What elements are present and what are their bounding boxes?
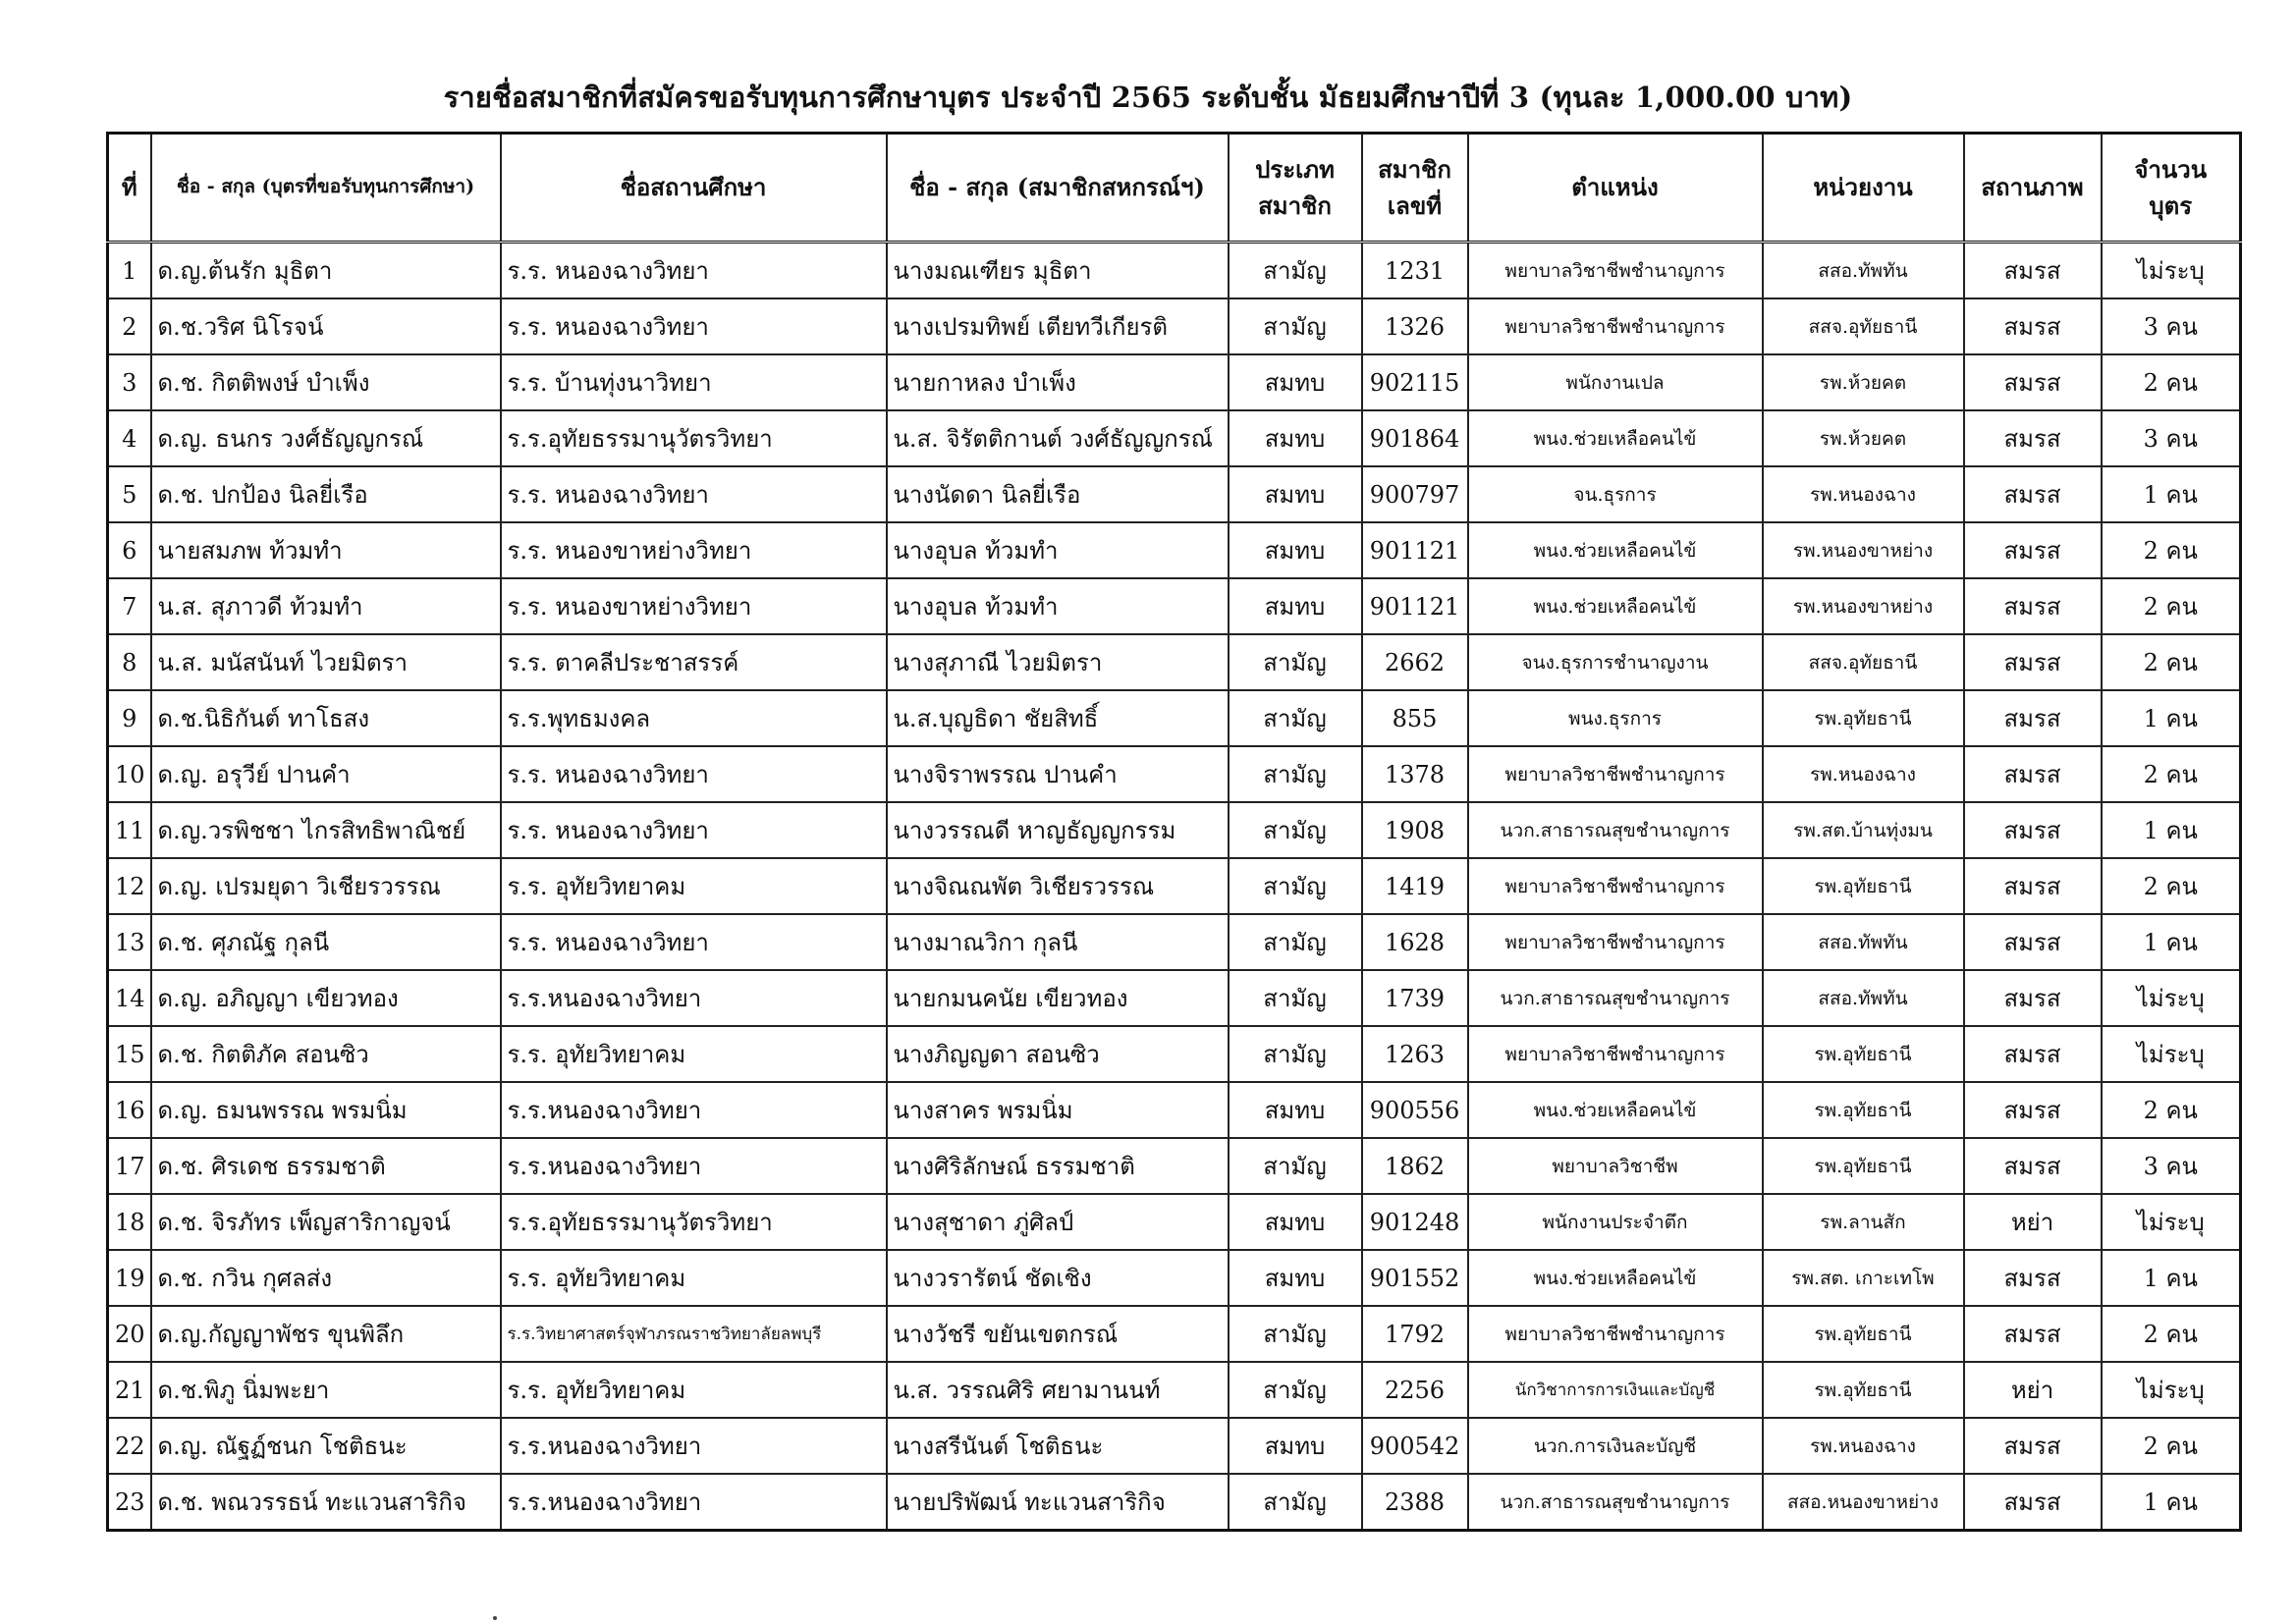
cell-member-no: 2662 — [1362, 634, 1468, 690]
cell-member-type: สามัญ — [1229, 970, 1362, 1026]
cell-unit: สสอ.ทัพทัน — [1763, 243, 1964, 299]
cell-no: 22 — [108, 1418, 151, 1474]
cell-position: พนง.ช่วยเหลือคนไข้ — [1468, 1250, 1763, 1306]
cell-position: พนง.ช่วยเหลือคนไข้ — [1468, 1082, 1763, 1138]
cell-member-no: 2256 — [1362, 1362, 1468, 1418]
cell-member-no: 1908 — [1362, 802, 1468, 858]
cell-status: สมรส — [1964, 1250, 2102, 1306]
cell-no: 6 — [108, 522, 151, 578]
cell-child-name: ด.ช. ศุภณัฐ กุลนี — [151, 914, 501, 970]
cell-member-no: 901248 — [1362, 1194, 1468, 1250]
cell-children: 1 คน — [2102, 1250, 2241, 1306]
cell-member-name: น.ส. จิรัตติกานต์ วงศ์ธัญญกรณ์ — [887, 410, 1229, 466]
cell-member-type: สมทบ — [1229, 466, 1362, 522]
table-header — [108, 134, 2241, 243]
header-member-type-line2: สมาชิก — [1258, 191, 1332, 220]
cell-member-type: สมทบ — [1229, 410, 1362, 466]
cell-school: ร.ร. หนองฉางวิทยา — [501, 298, 887, 354]
cell-member-type: สมทบ — [1229, 1418, 1362, 1474]
table-row — [108, 970, 2241, 1026]
cell-child-name: นายสมภพ ท้วมทำ — [151, 522, 501, 578]
cell-child-name: ด.ญ. ณัฐฏ์ชนก โชติธนะ — [151, 1418, 501, 1474]
cell-status: สมรส — [1964, 858, 2102, 914]
cell-unit: รพ.อุทัยธานี — [1763, 1362, 1964, 1418]
cell-member-name: นางมณเฑียร มุธิตา — [887, 243, 1229, 299]
table-row — [108, 634, 2241, 690]
cell-unit: รพ.สต.บ้านทุ่งมน — [1763, 802, 1964, 858]
cell-unit: สสอ.ทัพทัน — [1763, 970, 1964, 1026]
cell-position: นวก.สาธารณสุขชำนาญการ — [1468, 970, 1763, 1026]
cell-member-type: สามัญ — [1229, 634, 1362, 690]
cell-unit: รพ.หนองขาหย่าง — [1763, 578, 1964, 634]
cell-no: 8 — [108, 634, 151, 690]
cell-children: 2 คน — [2102, 858, 2241, 914]
cell-child-name: ด.ช. พณวรรธน์ ทะแวนสาริกิจ — [151, 1474, 501, 1531]
cell-children: 2 คน — [2102, 634, 2241, 690]
table-row — [108, 1306, 2241, 1362]
header-no: ที่ — [108, 134, 151, 243]
cell-member-type: สามัญ — [1229, 746, 1362, 802]
cell-member-name: นางสุชาดา ภู่ศิลป์ — [887, 1194, 1229, 1250]
cell-member-type: สามัญ — [1229, 1306, 1362, 1362]
cell-position: พนง.ช่วยเหลือคนไข้ — [1468, 522, 1763, 578]
cell-status: สมรส — [1964, 802, 2102, 858]
cell-member-name: นายกมนคนัย เขียวทอง — [887, 970, 1229, 1026]
cell-member-type: สามัญ — [1229, 243, 1362, 299]
cell-children: 3 คน — [2102, 298, 2241, 354]
cell-no: 5 — [108, 466, 151, 522]
cell-children: 2 คน — [2102, 1082, 2241, 1138]
cell-no: 23 — [108, 1474, 151, 1531]
cell-no: 4 — [108, 410, 151, 466]
cell-child-name: น.ส. สุภาวดี ท้วมทำ — [151, 578, 501, 634]
cell-status: สมรส — [1964, 634, 2102, 690]
table-row — [108, 410, 2241, 466]
cell-member-no: 901552 — [1362, 1250, 1468, 1306]
table-row — [108, 466, 2241, 522]
cell-unit: รพ.อุทัยธานี — [1763, 858, 1964, 914]
cell-no: 3 — [108, 354, 151, 410]
cell-member-type: สามัญ — [1229, 1362, 1362, 1418]
cell-unit: รพ.หนองขาหย่าง — [1763, 522, 1964, 578]
cell-status: สมรส — [1964, 970, 2102, 1026]
cell-position: พนักงานเปล — [1468, 354, 1763, 410]
cell-status: สมรส — [1964, 298, 2102, 354]
cell-member-type: สมทบ — [1229, 1082, 1362, 1138]
cell-no: 15 — [108, 1026, 151, 1082]
cell-school: ร.ร. หนองฉางวิทยา — [501, 466, 887, 522]
cell-status: หย่า — [1964, 1362, 2102, 1418]
cell-school: ร.ร.อุทัยธรรมานุวัตรวิทยา — [501, 410, 887, 466]
cell-status: สมรส — [1964, 1082, 2102, 1138]
cell-member-name: นางสุภาณี ไวยมิตรา — [887, 634, 1229, 690]
cell-member-type: สมทบ — [1229, 354, 1362, 410]
cell-child-name: ด.ช. จิรภัทร เพ็ญสาริกาญจน์ — [151, 1194, 501, 1250]
cell-status: สมรส — [1964, 1418, 2102, 1474]
cell-child-name: น.ส. มนัสนันท์ ไวยมิตรา — [151, 634, 501, 690]
cell-children: ไม่ระบุ — [2102, 970, 2241, 1026]
cell-school: ร.ร.หนองฉางวิทยา — [501, 1138, 887, 1194]
header-child-name: ชื่อ - สกุล (บุตรที่ขอรับทุนการศึกษา) — [151, 134, 501, 243]
cell-no: 21 — [108, 1362, 151, 1418]
cell-school: ร.ร.หนองฉางวิทยา — [501, 1418, 887, 1474]
cell-status: สมรส — [1964, 410, 2102, 466]
cell-no: 20 — [108, 1306, 151, 1362]
cell-member-no: 900797 — [1362, 466, 1468, 522]
cell-children: ไม่ระบุ — [2102, 1026, 2241, 1082]
cell-member-type: สามัญ — [1229, 858, 1362, 914]
cell-status: สมรส — [1964, 354, 2102, 410]
cell-no: 16 — [108, 1082, 151, 1138]
cell-unit: สสจ.อุทัยธานี — [1763, 298, 1964, 354]
cell-member-name: นางศิริลักษณ์ ธรรมชาติ — [887, 1138, 1229, 1194]
cell-children: ไม่ระบุ — [2102, 1194, 2241, 1250]
header-children-line2: บุตร — [2149, 191, 2193, 220]
cell-position: พยาบาลวิชาชีพชำนาญการ — [1468, 914, 1763, 970]
header-member-no — [1362, 134, 1468, 243]
header-status: สถานภาพ — [1964, 134, 2102, 243]
cell-member-name: นางนัดดา นิลยี่เรือ — [887, 466, 1229, 522]
table-row — [108, 522, 2241, 578]
cell-school: ร.ร. ตาคลีประชาสรรค์ — [501, 634, 887, 690]
cell-position: พยาบาลวิชาชีพชำนาญการ — [1468, 746, 1763, 802]
cell-children: ไม่ระบุ — [2102, 243, 2241, 299]
cell-child-name: ด.ช. ศิรเดช ธรรมชาติ — [151, 1138, 501, 1194]
cell-unit: รพ.หนองฉาง — [1763, 746, 1964, 802]
cell-school: ร.ร.วิทยาศาสตร์จุฬาภรณราชวิทยาลัยลพบุรี — [501, 1306, 887, 1362]
cell-child-name: ด.ญ.ต้นรัก มุธิตา — [151, 243, 501, 299]
cell-member-type: สมทบ — [1229, 522, 1362, 578]
table-row — [108, 1362, 2241, 1418]
table-body — [108, 243, 2241, 1531]
cell-child-name: ด.ญ. ธมนพรรณ พรมนิ่ม — [151, 1082, 501, 1138]
cell-child-name: ด.ช.วริศ นิโรจน์ — [151, 298, 501, 354]
cell-no: 9 — [108, 690, 151, 746]
cell-member-name: นางสาคร พรมนิ่ม — [887, 1082, 1229, 1138]
cell-school: ร.ร. หนองฉางวิทยา — [501, 914, 887, 970]
cell-member-name: นายกาหลง บำเพ็ง — [887, 354, 1229, 410]
table-row — [108, 690, 2241, 746]
cell-position: จน.ธุรการ — [1468, 466, 1763, 522]
cell-child-name: ด.ช. กิตติภัค สอนซิว — [151, 1026, 501, 1082]
cell-position: พนง.ช่วยเหลือคนไข้ — [1468, 410, 1763, 466]
cell-unit: รพ.ลานสัก — [1763, 1194, 1964, 1250]
cell-member-no: 901121 — [1362, 522, 1468, 578]
cell-child-name: ด.ญ. อรุวีย์ ปานคำ — [151, 746, 501, 802]
cell-member-type: สามัญ — [1229, 690, 1362, 746]
cell-status: สมรส — [1964, 578, 2102, 634]
cell-position: พยาบาลวิชาชีพ — [1468, 1138, 1763, 1194]
cell-member-name: นางจิณณพัต วิเชียรวรรณ — [887, 858, 1229, 914]
cell-children: 1 คน — [2102, 690, 2241, 746]
cell-member-type: สมทบ — [1229, 578, 1362, 634]
cell-member-name: นายปริพัฒน์ ทะแวนสาริกิจ — [887, 1474, 1229, 1531]
table-row — [108, 858, 2241, 914]
cell-child-name: ด.ญ.กัญญาพัชร ขุนพิลึก — [151, 1306, 501, 1362]
header-member-type-line1: ประเภท — [1255, 154, 1335, 184]
cell-member-type: สามัญ — [1229, 1138, 1362, 1194]
cell-member-type: สามัญ — [1229, 298, 1362, 354]
cell-children: 2 คน — [2102, 578, 2241, 634]
cell-no: 12 — [108, 858, 151, 914]
cell-member-no: 901121 — [1362, 578, 1468, 634]
cell-school: ร.ร. อุทัยวิทยาคม — [501, 1026, 887, 1082]
cell-member-no: 1419 — [1362, 858, 1468, 914]
table-row — [108, 1418, 2241, 1474]
cell-member-name: นางอุบล ท้วมทำ — [887, 522, 1229, 578]
cell-position: พยาบาลวิชาชีพชำนาญการ — [1468, 858, 1763, 914]
cell-member-name: นางมาณวิกา กุลนี — [887, 914, 1229, 970]
cell-member-no: 1263 — [1362, 1026, 1468, 1082]
cell-position: พยาบาลวิชาชีพชำนาญการ — [1468, 298, 1763, 354]
cell-member-type: สมทบ — [1229, 1194, 1362, 1250]
header-member-no-line2: เลขที่ — [1387, 191, 1443, 220]
cell-school: ร.ร. หนองฉางวิทยา — [501, 802, 887, 858]
cell-no: 17 — [108, 1138, 151, 1194]
scholarship-applicants-table — [106, 132, 2242, 1532]
header-member-no-line1: สมาชิก — [1378, 154, 1451, 184]
cell-children: 2 คน — [2102, 522, 2241, 578]
table-row — [108, 914, 2241, 970]
scan-speck — [493, 1616, 497, 1620]
cell-child-name: ด.ช.พิภู นิ่มพะยา — [151, 1362, 501, 1418]
table-row — [108, 1138, 2241, 1194]
cell-children: 1 คน — [2102, 466, 2241, 522]
cell-member-no: 2388 — [1362, 1474, 1468, 1531]
cell-school: ร.ร. บ้านทุ่งนาวิทยา — [501, 354, 887, 410]
cell-member-name: น.ส. วรรณศิริ ศยามานนท์ — [887, 1362, 1229, 1418]
cell-no: 14 — [108, 970, 151, 1026]
header-children — [2102, 134, 2241, 243]
cell-school: ร.ร. หนองฉางวิทยา — [501, 746, 887, 802]
cell-member-name: นางภิญญดา สอนซิว — [887, 1026, 1229, 1082]
cell-position: จนง.ธุรการชำนาญงาน — [1468, 634, 1763, 690]
cell-status: สมรส — [1964, 914, 2102, 970]
cell-member-type: สามัญ — [1229, 1474, 1362, 1531]
cell-position: พยาบาลวิชาชีพชำนาญการ — [1468, 1026, 1763, 1082]
table-row — [108, 1250, 2241, 1306]
cell-member-no: 1792 — [1362, 1306, 1468, 1362]
cell-child-name: ด.ช. กวิน กุศลส่ง — [151, 1250, 501, 1306]
cell-child-name: ด.ญ. อภิญญา เขียวทอง — [151, 970, 501, 1026]
cell-member-name: นางจิราพรรณ ปานคำ — [887, 746, 1229, 802]
cell-position: พนง.ช่วยเหลือคนไข้ — [1468, 578, 1763, 634]
cell-member-no: 1739 — [1362, 970, 1468, 1026]
cell-member-name: นางวรารัตน์ ชัดเชิง — [887, 1250, 1229, 1306]
cell-children: 1 คน — [2102, 1474, 2241, 1531]
cell-school: ร.ร. หนองขาหย่างวิทยา — [501, 522, 887, 578]
cell-no: 13 — [108, 914, 151, 970]
cell-no: 7 — [108, 578, 151, 634]
cell-children: 2 คน — [2102, 354, 2241, 410]
cell-status: สมรส — [1964, 243, 2102, 299]
cell-children: 1 คน — [2102, 802, 2241, 858]
cell-unit: สสจ.อุทัยธานี — [1763, 634, 1964, 690]
cell-member-type: สามัญ — [1229, 802, 1362, 858]
cell-child-name: ด.ญ. ธนกร วงศ์ธัญญกรณ์ — [151, 410, 501, 466]
table-row — [108, 746, 2241, 802]
cell-unit: รพ.ห้วยคต — [1763, 410, 1964, 466]
cell-child-name: ด.ญ.วรพิชชา ไกรสิทธิพาณิชย์ — [151, 802, 501, 858]
cell-position: นวก.สาธารณสุขชำนาญการ — [1468, 1474, 1763, 1531]
cell-school: ร.ร. หนองขาหย่างวิทยา — [501, 578, 887, 634]
cell-member-name: นางวรรณดี หาญธัญญกรรม — [887, 802, 1229, 858]
cell-child-name: ด.ช. กิตติพงษ์ บำเพ็ง — [151, 354, 501, 410]
table-row — [108, 1026, 2241, 1082]
table-row — [108, 802, 2241, 858]
table-row — [108, 578, 2241, 634]
cell-unit: รพ.หนองฉาง — [1763, 466, 1964, 522]
header-children-line1: จำนวน — [2134, 154, 2208, 184]
cell-school: ร.ร. อุทัยวิทยาคม — [501, 1362, 887, 1418]
cell-no: 19 — [108, 1250, 151, 1306]
cell-member-name: นางเปรมทิพย์ เตียทวีเกียรติ — [887, 298, 1229, 354]
cell-status: สมรส — [1964, 522, 2102, 578]
cell-unit: รพ.อุทัยธานี — [1763, 1306, 1964, 1362]
cell-unit: รพ.อุทัยธานี — [1763, 690, 1964, 746]
cell-unit: รพ.อุทัยธานี — [1763, 1026, 1964, 1082]
table-row — [108, 1474, 2241, 1531]
cell-child-name: ด.ช. ปกป้อง นิลยี่เรือ — [151, 466, 501, 522]
cell-school: ร.ร. อุทัยวิทยาคม — [501, 858, 887, 914]
cell-position: พยาบาลวิชาชีพชำนาญการ — [1468, 243, 1763, 299]
cell-member-type: สมทบ — [1229, 1250, 1362, 1306]
cell-status: สมรส — [1964, 1474, 2102, 1531]
cell-status: สมรส — [1964, 1026, 2102, 1082]
cell-member-no: 900556 — [1362, 1082, 1468, 1138]
header-school: ชื่อสถานศึกษา — [501, 134, 887, 243]
cell-member-no: 901864 — [1362, 410, 1468, 466]
cell-member-type: สามัญ — [1229, 1026, 1362, 1082]
cell-unit: สสอ.หนองขาหย่าง — [1763, 1474, 1964, 1531]
header-member-type — [1229, 134, 1362, 243]
table-row — [108, 1194, 2241, 1250]
cell-member-no: 1231 — [1362, 243, 1468, 299]
header-position: ตำแหน่ง — [1468, 134, 1763, 243]
cell-member-no: 1326 — [1362, 298, 1468, 354]
cell-position: นวก.สาธารณสุขชำนาญการ — [1468, 802, 1763, 858]
cell-member-no: 1628 — [1362, 914, 1468, 970]
cell-unit: รพ.อุทัยธานี — [1763, 1138, 1964, 1194]
cell-status: สมรส — [1964, 690, 2102, 746]
cell-school: ร.ร.หนองฉางวิทยา — [501, 1474, 887, 1531]
cell-status: สมรส — [1964, 1138, 2102, 1194]
cell-children: 2 คน — [2102, 746, 2241, 802]
cell-school: ร.ร.หนองฉางวิทยา — [501, 1082, 887, 1138]
cell-no: 18 — [108, 1194, 151, 1250]
cell-member-name: นางวัชรี ขยันเขตกรณ์ — [887, 1306, 1229, 1362]
table-row — [108, 1082, 2241, 1138]
cell-member-no: 902115 — [1362, 354, 1468, 410]
cell-children: 2 คน — [2102, 1306, 2241, 1362]
cell-children: 2 คน — [2102, 1418, 2241, 1474]
cell-no: 11 — [108, 802, 151, 858]
cell-unit: รพ.ห้วยคต — [1763, 354, 1964, 410]
table-row — [108, 298, 2241, 354]
table-row — [108, 354, 2241, 410]
cell-school: ร.ร. อุทัยวิทยาคม — [501, 1250, 887, 1306]
document-title: รายชื่อสมาชิกที่สมัครขอรับทุนการศึกษาบุตร ประจำปี 2565 ระดับชั้น มัธยมศึกษาปีที่ 3 (ทุนละ 1,000.00 บาท) — [443, 81, 1853, 114]
cell-children: 1 คน — [2102, 914, 2241, 970]
cell-status: สมรส — [1964, 466, 2102, 522]
cell-child-name: ด.ช.นิธิกันต์ ทาโธสง — [151, 690, 501, 746]
header-unit: หน่วยงาน — [1763, 134, 1964, 243]
cell-member-name: นางสรีนันต์ โชติธนะ — [887, 1418, 1229, 1474]
cell-no: 1 — [108, 243, 151, 299]
header-row — [108, 134, 2241, 243]
cell-status: สมรส — [1964, 1306, 2102, 1362]
cell-school: ร.ร.พุทธมงคล — [501, 690, 887, 746]
cell-unit: สสอ.ทัพทัน — [1763, 914, 1964, 970]
cell-school: ร.ร. หนองฉางวิทยา — [501, 243, 887, 299]
cell-position: พยาบาลวิชาชีพชำนาญการ — [1468, 1306, 1763, 1362]
cell-status: หย่า — [1964, 1194, 2102, 1250]
cell-children: 3 คน — [2102, 1138, 2241, 1194]
cell-unit: รพ.หนองฉาง — [1763, 1418, 1964, 1474]
cell-child-name: ด.ญ. เปรมยุดา วิเชียรวรรณ — [151, 858, 501, 914]
cell-no: 10 — [108, 746, 151, 802]
cell-member-no: 1378 — [1362, 746, 1468, 802]
cell-member-no: 1862 — [1362, 1138, 1468, 1194]
cell-unit: รพ.สต. เกาะเทโพ — [1763, 1250, 1964, 1306]
cell-member-no: 855 — [1362, 690, 1468, 746]
cell-no: 2 — [108, 298, 151, 354]
cell-member-name: น.ส.บุญธิดา ชัยสิทธิ์ — [887, 690, 1229, 746]
cell-position: พนักงานประจำตึก — [1468, 1194, 1763, 1250]
cell-member-type: สามัญ — [1229, 914, 1362, 970]
cell-unit: รพ.อุทัยธานี — [1763, 1082, 1964, 1138]
cell-children: ไม่ระบุ — [2102, 1362, 2241, 1418]
cell-status: สมรส — [1964, 746, 2102, 802]
cell-position: พนง.ธุรการ — [1468, 690, 1763, 746]
cell-position: นวก.การเงินละบัญชี — [1468, 1418, 1763, 1474]
cell-member-no: 900542 — [1362, 1418, 1468, 1474]
cell-position: นักวิชาการการเงินและบัญชี — [1468, 1362, 1763, 1418]
table-row — [108, 243, 2241, 299]
cell-school: ร.ร.หนองฉางวิทยา — [501, 970, 887, 1026]
cell-children: 3 คน — [2102, 410, 2241, 466]
cell-school: ร.ร.อุทัยธรรมานุวัตรวิทยา — [501, 1194, 887, 1250]
cell-member-name: นางอุบล ท้วมทำ — [887, 578, 1229, 634]
header-member-name: ชื่อ - สกุล (สมาชิกสหกรณ์ฯ) — [887, 134, 1229, 243]
